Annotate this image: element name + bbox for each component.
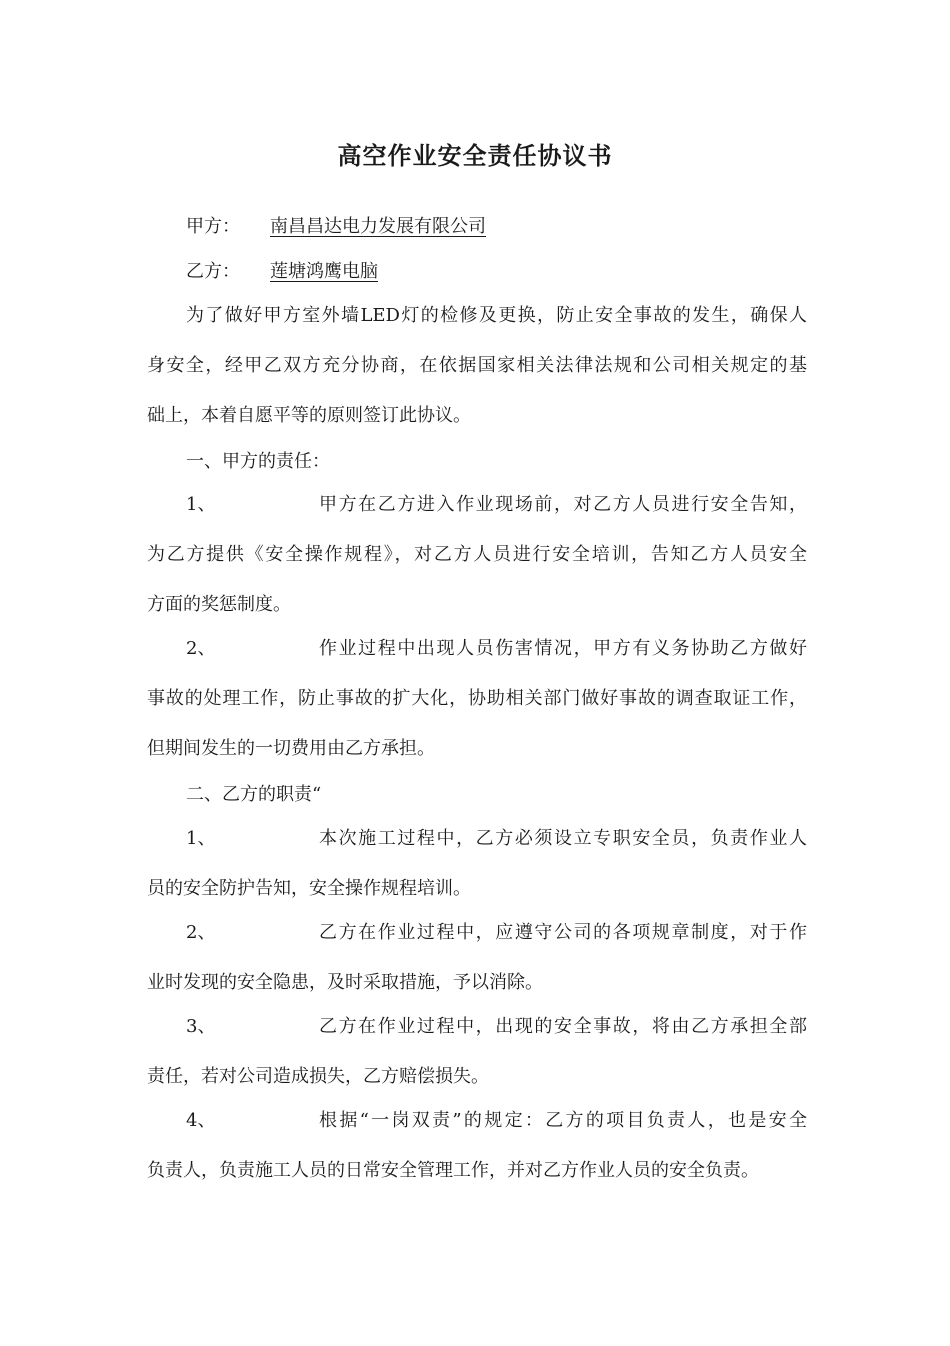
s1-item2-line-2: 事故的处理工作，防止事故的扩大化，协助相关部门做好事故的调查取证工作， bbox=[147, 688, 807, 709]
s2-item3-num: 3、 bbox=[186, 1016, 216, 1037]
party-b-name: 莲塘鸿鹰电脑 bbox=[270, 261, 378, 282]
intro-line-1: 为了做好甲方室外墙LED灯的检修及更换，防止安全事故的发生，确保人 bbox=[186, 305, 807, 326]
s1-item2-num: 2、 bbox=[186, 638, 216, 659]
s2-item3-line-1: 乙方在作业过程中，出现的安全事故，将由乙方承担全部 bbox=[319, 1016, 807, 1037]
intro-line-2: 身安全，经甲乙双方充分协商，在依据国家相关法律法规和公司相关规定的基 bbox=[147, 355, 807, 376]
s1-item1-line-1: 甲方在乙方进入作业现场前，对乙方人员进行安全告知， bbox=[319, 494, 807, 515]
party-a-label: 甲方： bbox=[186, 216, 240, 237]
s2-item2-num: 2、 bbox=[186, 922, 216, 943]
s1-item1-line-3: 方面的奖惩制度。 bbox=[147, 594, 291, 615]
party-a bbox=[186, 214, 486, 240]
section2-heading: 二、乙方的职责“ bbox=[186, 784, 322, 805]
s2-item4-num: 4、 bbox=[186, 1110, 216, 1131]
s2-item2-line-2: 业时发现的安全隐患，及时采取措施，予以消除。 bbox=[147, 972, 543, 993]
s1-item1-line-2: 为乙方提供《安全操作规程》，对乙方人员进行安全培训，告知乙方人员安全 bbox=[147, 544, 807, 565]
s2-item2-line-1: 乙方在作业过程中，应遵守公司的各项规章制度，对于作 bbox=[319, 922, 807, 943]
s2-item4-line-2: 负责人，负责施工人员的日常安全管理工作，并对乙方作业人员的安全负责。 bbox=[147, 1160, 759, 1181]
s2-item3-line-2: 责任，若对公司造成损失，乙方赔偿损失。 bbox=[147, 1066, 489, 1087]
party-a-name: 南昌昌达电力发展有限公司 bbox=[270, 216, 486, 237]
document-title: 高空作业安全责任协议书 bbox=[337, 141, 613, 170]
s1-item2-line-1: 作业过程中出现人员伤害情况，甲方有义务协助乙方做好 bbox=[319, 638, 807, 659]
s1-item1-num: 1、 bbox=[186, 494, 216, 515]
party-b bbox=[186, 259, 378, 285]
s2-item4-line-1: 根据“一岗双责”的规定：乙方的项目负责人，也是安全 bbox=[319, 1110, 807, 1131]
section1-heading: 一、甲方的责任： bbox=[186, 451, 330, 472]
party-b-label: 乙方： bbox=[186, 261, 240, 282]
s2-item1-line-2: 员的安全防护告知，安全操作规程培训。 bbox=[147, 878, 471, 899]
s2-item1-line-1: 本次施工过程中，乙方必须设立专职安全员，负责作业人 bbox=[319, 828, 807, 849]
s2-item1-num: 1、 bbox=[186, 828, 216, 849]
intro-line-3: 础上，本着自愿平等的原则签订此协议。 bbox=[147, 405, 471, 426]
s1-item2-line-3: 但期间发生的一切费用由乙方承担。 bbox=[147, 738, 435, 759]
